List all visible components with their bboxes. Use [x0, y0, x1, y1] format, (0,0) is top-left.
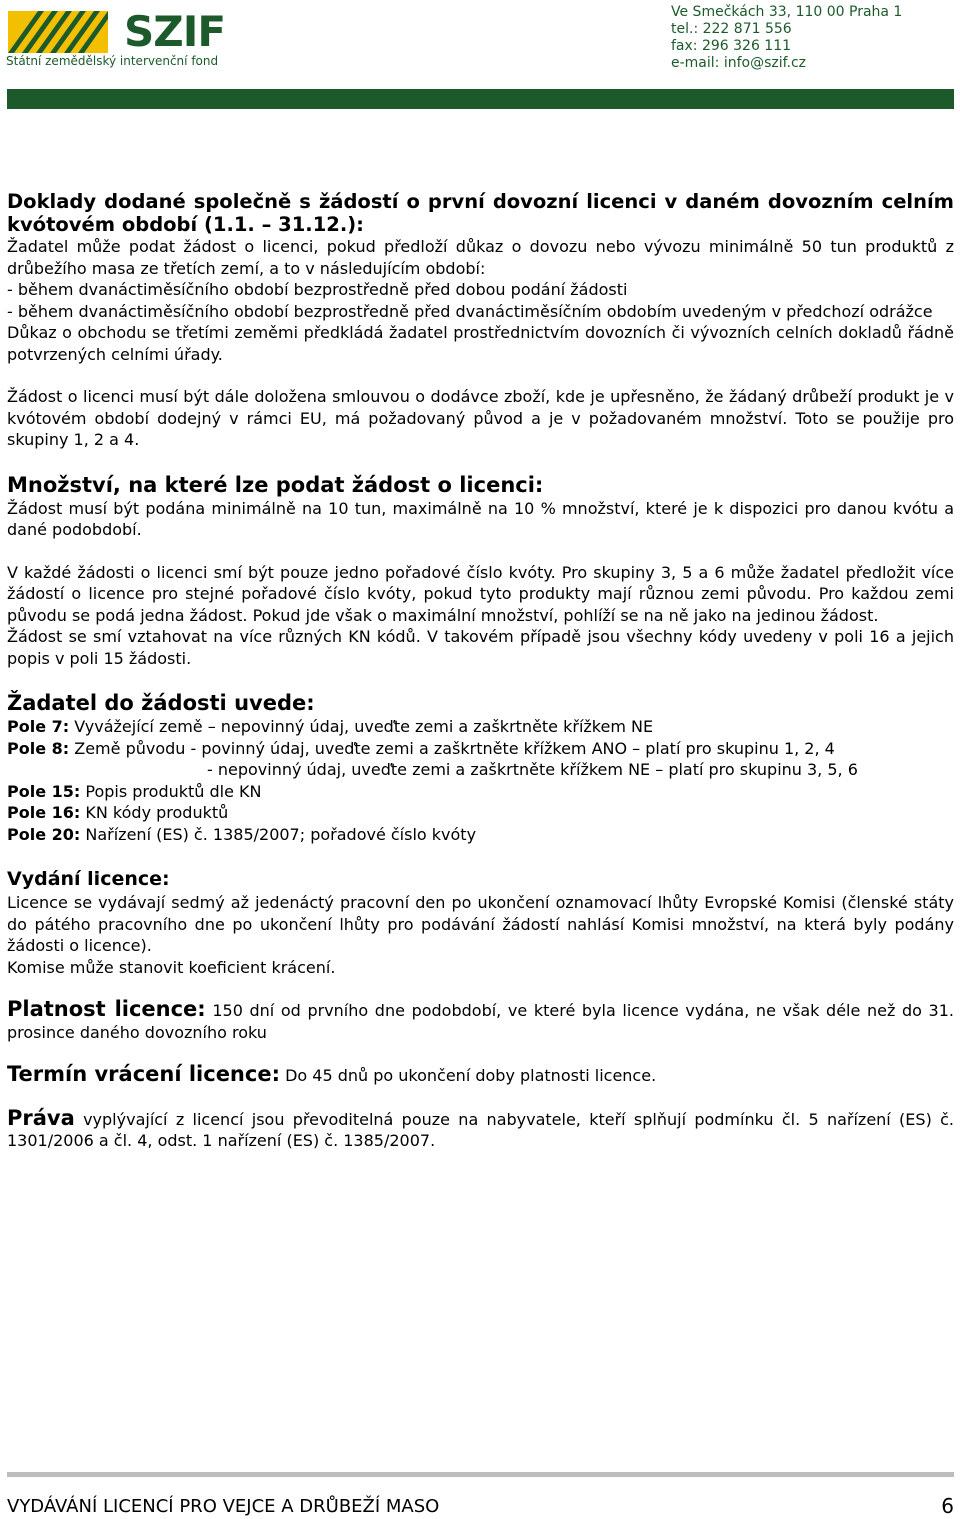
inline-heading: Termín vrácení licence: — [7, 1062, 280, 1086]
paragraph-prava — [7, 1105, 954, 1152]
contact-fax: fax: 296 326 111 — [671, 38, 792, 54]
field-text: Země původu - povinný údaj, uveďte zemi a zaškrtněte křížkem ANO – platí pro skupinu 1, 2, 4 — [69, 738, 835, 758]
field-item — [7, 824, 954, 846]
szif-logo — [6, 6, 246, 70]
contact-email[interactable]: e-mail: info@szif.cz — [671, 55, 807, 71]
footer-title: VYDÁVÁNÍ LICENCÍ PRO VEJCE A DRŮBEŽÍ MASO — [7, 1496, 440, 1517]
paragraph: Žádost musí být podána minimálně na 10 tun, maximálně na 10 % množství, které je k dispozici pro danou kvótu a dané podobdobí. — [7, 498, 954, 539]
paragraph: Komise může stanovit koeficient krácení. — [7, 957, 336, 977]
document-body — [7, 190, 954, 1152]
field-label: Pole 15: — [7, 781, 81, 801]
paragraph: V každé žádosti o licenci smí být pouze jedno pořadové číslo kvóty. Pro skupiny 3, 5 a 6 může žadatel předložit více žádostí o licence pro stejné pořadové číslo kvóty, pokud tyto produkty mají různou zemi původu. Pro každou zemi původu se podá jedna žádost. Pokud jde však o maximální množství, pohlíží se na ně jako na jedinou žádost. — [7, 562, 954, 625]
header-divider-bar — [7, 89, 954, 109]
page-number: 6 — [941, 1494, 954, 1518]
section-heading-mnozstvi: Množství, na které lze podat žádost o licenci: — [7, 472, 544, 497]
field-item — [7, 738, 954, 760]
paragraph-text: 150 dní od prvního dne podobdobí, ve které byla licence vydána, ne však déle než do 31. prosince daného dovozního roku — [7, 1001, 955, 1042]
paragraph-text: Do 45 dnů po ukončení doby platnosti licence. — [279, 1066, 657, 1085]
contact-phone: tel.: 222 871 556 — [671, 21, 792, 37]
field-item — [7, 802, 954, 824]
paragraph: Žádost o licenci musí být dále doložena smlouvou o dodávce zboží, kde je upřesněno, že žádaný drůbeží produkt je v kvótovém období dodejný v rámci EU, má požadovaný původ a je v požadovaném množství. Toto se použije pro skupiny 1, 2 a 4. — [7, 387, 954, 449]
field-label: Pole 20: — [7, 824, 81, 844]
field-item — [7, 781, 954, 803]
field-item — [7, 759, 954, 781]
field-label: Pole 16: — [7, 803, 81, 822]
field-item — [7, 716, 954, 738]
section-heading-doklady: Doklady dodané společně s žádostí o první dovozní licenci v daném dovozním celním kvótovém období (1.1. – 31.12.): — [7, 190, 954, 236]
field-text: - nepovinný údaj, uveďte zemi a zaškrtněte křížkem NE – platí pro skupinu 3, 5, 6 — [207, 760, 858, 779]
footer-divider — [7, 1472, 954, 1477]
section-heading-vydani: Vydání licence: — [7, 868, 170, 890]
field-text: Vyvážející země – nepovinný údaj, uveďte zemi a zaškrtněte křížkem NE — [69, 717, 654, 736]
field-label: Pole 8: — [7, 738, 70, 758]
paragraph-termin — [7, 1064, 954, 1087]
wheat-field-logo-icon — [8, 11, 108, 53]
section-heading-zadatel: Žadatel do žádosti uvede: — [7, 691, 315, 715]
field-text: Popis produktů dle KN — [80, 781, 262, 801]
list-item: - během dvanáctiměsíčního období bezprostředně před dvanáctiměsíčním obdobím uvedeným v předchozí odrážce — [7, 301, 933, 321]
list-item: - během dvanáctiměsíčního období bezprostředně před dobou podání žádosti — [7, 280, 628, 299]
inline-heading: Platnost licence: — [7, 997, 206, 1021]
contact-address: Ve Smečkách 33, 110 00 Praha 1 — [671, 4, 903, 20]
paragraph-text: vyplývající z licencí jsou převoditelná pouze na nabyvatele, kteří splňují podmínku čl. 5 nařízení (ES) č. 1301/2006 a čl. 4, odst. 1 nařízení (ES) č. 1385/2007. — [7, 1109, 954, 1150]
inline-heading: Práva — [7, 1105, 75, 1130]
paragraph-platnost — [7, 999, 954, 1043]
paragraph: Žádost se smí vztahovat na více různých KN kódů. V takovém případě jsou všechny kódy uvedeny v poli 16 a jejich popis v poli 15 žádosti. — [7, 627, 954, 668]
paragraph: Důkaz o obchodu se třetími zeměmi předkládá žadatel prostřednictvím dovozních či vývozních celních dokladů řádně potvrzených celními úřady. — [7, 323, 954, 364]
contact-block — [671, 4, 902, 72]
paragraph: Licence se vydávají sedmý až jedenáctý pracovní den po ukončení oznamovací lhůty Evropské Komisi (členské státy do pátého pracovního dne po ukončení lhůty pro podávání žádostí nahlásí Komisi množství, na která byly podány žádosti o licence). — [7, 893, 954, 955]
logo-wordmark: SZIF — [124, 7, 226, 56]
logo-subtitle: Státní zemědělský intervenční fond — [6, 54, 219, 68]
paragraph: Žadatel může podat žádost o licenci, pokud předloží důkaz o dovozu nebo vývozu minimálně 50 tun produktů z drůbežího masa ze třetích zemí, a to v následujícím období: — [7, 237, 954, 278]
field-text: KN kódy produktů — [80, 803, 229, 822]
field-label: Pole 7: — [7, 717, 70, 736]
field-text: Nařízení (ES) č. 1385/2007; pořadové číslo kvóty — [80, 824, 477, 844]
